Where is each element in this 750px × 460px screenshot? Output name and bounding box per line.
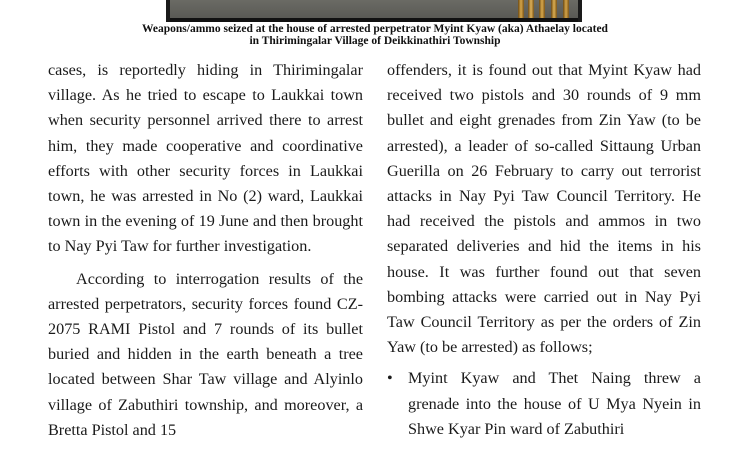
bullet-round — [539, 0, 545, 18]
right-column — [387, 58, 701, 442]
photo-floor — [170, 0, 578, 18]
bullet-round — [528, 0, 534, 18]
figure-caption-line-2: in Thirimingalar Village of Deikkinathiri Township — [249, 35, 501, 47]
figure-caption-line-1: Weapons/ammo seized at the house of arrested perpetrator Myint Kyaw (aka) Athaelay located — [142, 23, 608, 35]
seized-weapons-photo — [166, 0, 582, 22]
bullet-round — [518, 0, 524, 18]
bullet-dot: • — [387, 369, 393, 388]
left-paragraph-2: According to interrogation results of the arrested perpetrators, security forces found CZ-2075 RAMI Pistol and 7 rounds of its bullet buried and hidden in the earth beneath a tree located between Shar Taw village and Alyinlo village of Zabuthiri township, and moreover, a Bretta Pistol and 15 — [48, 269, 363, 439]
attack-list — [387, 366, 701, 442]
left-paragraph-1: cases, is reportedly hiding in Thirimingalar village. As he tried to escape to Laukkai town when security personnel arrived there to arrest him, they made cooperative and coordinative efforts with other security forces in Laukkai town, he was arrested in No (2) ward, Laukkai town in the evening of 19 June and then brought to Nay Pyi Taw for further investigation. — [48, 61, 363, 256]
list-item-text: Myint Kyaw and Thet Naing threw a grenade into the house of U Mya Nyein in Shwe Kyar Pin ward of Zabuthiri — [408, 369, 701, 438]
left-column — [48, 58, 363, 443]
list-item — [387, 366, 701, 442]
bullet-round — [563, 0, 569, 18]
right-paragraph-1: offenders, it is found out that Myint Kyaw had received two pistols and 30 rounds of 9 mm bullet and eight grenades from Zin Yaw (to be arrested), a leader of so-called Sittaung Urban Guerilla on 26 February to carry out terrorist attacks in Nay Pyi Taw Council Territory. He had received the pistols and ammos in two separated deliveries and hid the items in his house. It was further found out that seven bombing attacks were carried out in Nay Pyi Taw Council Territory as per the orders of Zin Yaw (to be arrested) as follows; — [387, 61, 701, 357]
photo-frame-bottom — [170, 18, 578, 22]
bullet-round — [551, 0, 557, 18]
